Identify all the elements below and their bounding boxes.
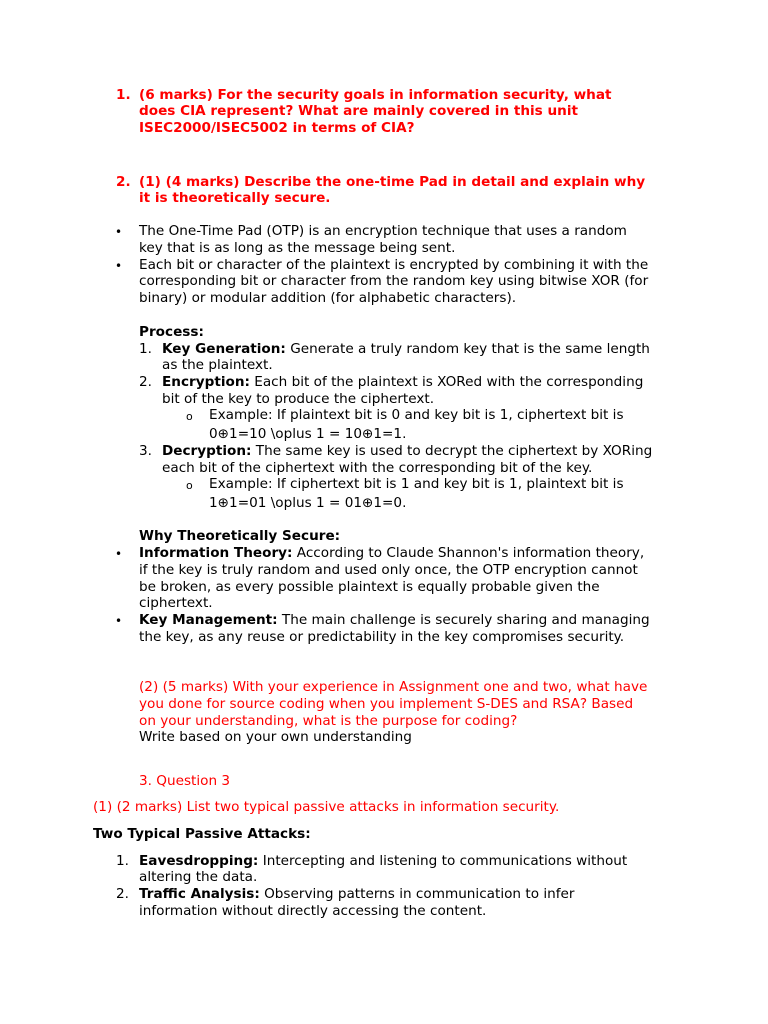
why-1-line-1 [139,545,644,562]
step-3-number: 3. [139,443,152,459]
step-3-line-1 [162,443,652,460]
passive-attacks-heading: Two Typical Passive Attacks: [93,826,311,842]
sub-bullet-marker: o [186,410,193,423]
q1-line-1: (6 marks) For the security goals in information security, what [139,87,612,103]
q1-number: 1. [116,87,131,103]
step-1-number: 1. [139,341,152,357]
why-1-title: Information Theory: [139,545,293,561]
q2-line-1: (1) (4 marks) Describe the one-time Pad in detail and explain why [139,174,646,190]
q3-heading: 3. Question 3 [139,773,231,789]
bullet-marker: • [115,614,123,628]
step-1-line-2: as the plaintext. [162,357,273,373]
sub-bullet-marker: o [186,479,193,492]
attack-2-text: Observing patterns in communication to infer [259,886,575,902]
step-2-number: 2. [139,374,152,390]
example-1-line-2: 0⊕1=10 \oplus 1 = 10⊕1=1. [209,426,407,442]
attack-2-number: 2. [116,886,129,902]
attack-1-line-2: altering the data. [139,869,258,885]
bullet-marker: • [115,547,123,561]
step-3-line-2: each bit of the ciphertext with the corresponding bit of the key. [162,460,593,476]
bullet-marker: • [115,259,123,273]
why-1-line-4: ciphertext. [139,595,213,611]
why-1-line-2: if the key is truly random and used only once, the OTP encryption cannot [139,562,638,578]
bullet-marker: • [115,225,123,239]
why-secure-heading: Why Theoretically Secure: [139,528,341,544]
q2-part2-line-2: you done for source coding when you implement S-DES and RSA? Based [139,696,634,712]
example-2-line-2: 1⊕1=01 \oplus 1 = 01⊕1=0. [209,495,407,511]
attack-1-number: 1. [116,853,129,869]
attack-1-line-1 [139,853,627,870]
step-1-line-1 [162,341,650,358]
otp-bullet-2-line-1: Each bit or character of the plaintext is encrypted by combining it with the [139,257,649,273]
attack-2-title: Traffic Analysis: [139,886,260,902]
step-2-title: Encryption: [162,374,250,390]
step-3-text: The same key is used to decrypt the ciphertext by XORing [251,443,653,459]
attack-2-line-1 [139,886,574,903]
q2-part2-line-3: on your understanding, what is the purpose for coding? [139,713,518,729]
step-3-title: Decryption: [162,443,252,459]
q3-part1: (1) (2 marks) List two typical passive attacks in information security. [93,799,560,815]
why-1-line-3: be broken, as every possible plaintext is equally probable given the [139,579,600,595]
step-2-line-2: bit of the key to produce the ciphertext. [162,391,435,407]
q2-number: 2. [116,174,131,190]
process-heading: Process: [139,324,204,340]
why-2-text: The main challenge is securely sharing and managing [277,612,650,628]
example-1-line-1: Example: If plaintext bit is 0 and key bit is 1, ciphertext bit is [209,407,624,423]
q1-line-2: does CIA represent? What are mainly covered in this unit [139,103,579,119]
otp-bullet-2-line-2: corresponding bit or character from the random key using bitwise XOR (for [139,273,649,289]
step-1-title: Key Generation: [162,341,286,357]
why-1-text: According to Claude Shannon's information theory, [292,545,645,561]
q2-part2-line-1: (2) (5 marks) With your experience in Assignment one and two, what have [139,679,648,695]
q1-line-3: ISEC2000/ISEC5002 in terms of CIA? [139,120,415,136]
attack-1-text: Intercepting and listening to communications without [258,853,628,869]
otp-bullet-1-line-1: The One-Time Pad (OTP) is an encryption technique that uses a random [139,223,627,239]
step-2-text: Each bit of the plaintext is XORed with the corresponding [249,374,644,390]
why-2-line-2: the key, as any reuse or predictability in the key compromises security. [139,629,625,645]
why-2-line-1 [139,612,650,629]
example-2-line-1: Example: If ciphertext bit is 1 and key bit is 1, plaintext bit is [209,476,624,492]
q2-part2-answer: Write based on your own understanding [139,729,412,745]
q2-line-2: it is theoretically secure. [139,190,331,206]
step-1-text: Generate a truly random key that is the same length [285,341,650,357]
attack-1-title: Eavesdropping: [139,853,259,869]
why-2-title: Key Management: [139,612,278,628]
otp-bullet-1-line-2: key that is as long as the message being sent. [139,240,456,256]
step-2-line-1 [162,374,643,391]
otp-bullet-2-line-3: binary) or modular addition (for alphabetic characters). [139,290,517,306]
attack-2-line-2: information without directly accessing the content. [139,903,487,919]
